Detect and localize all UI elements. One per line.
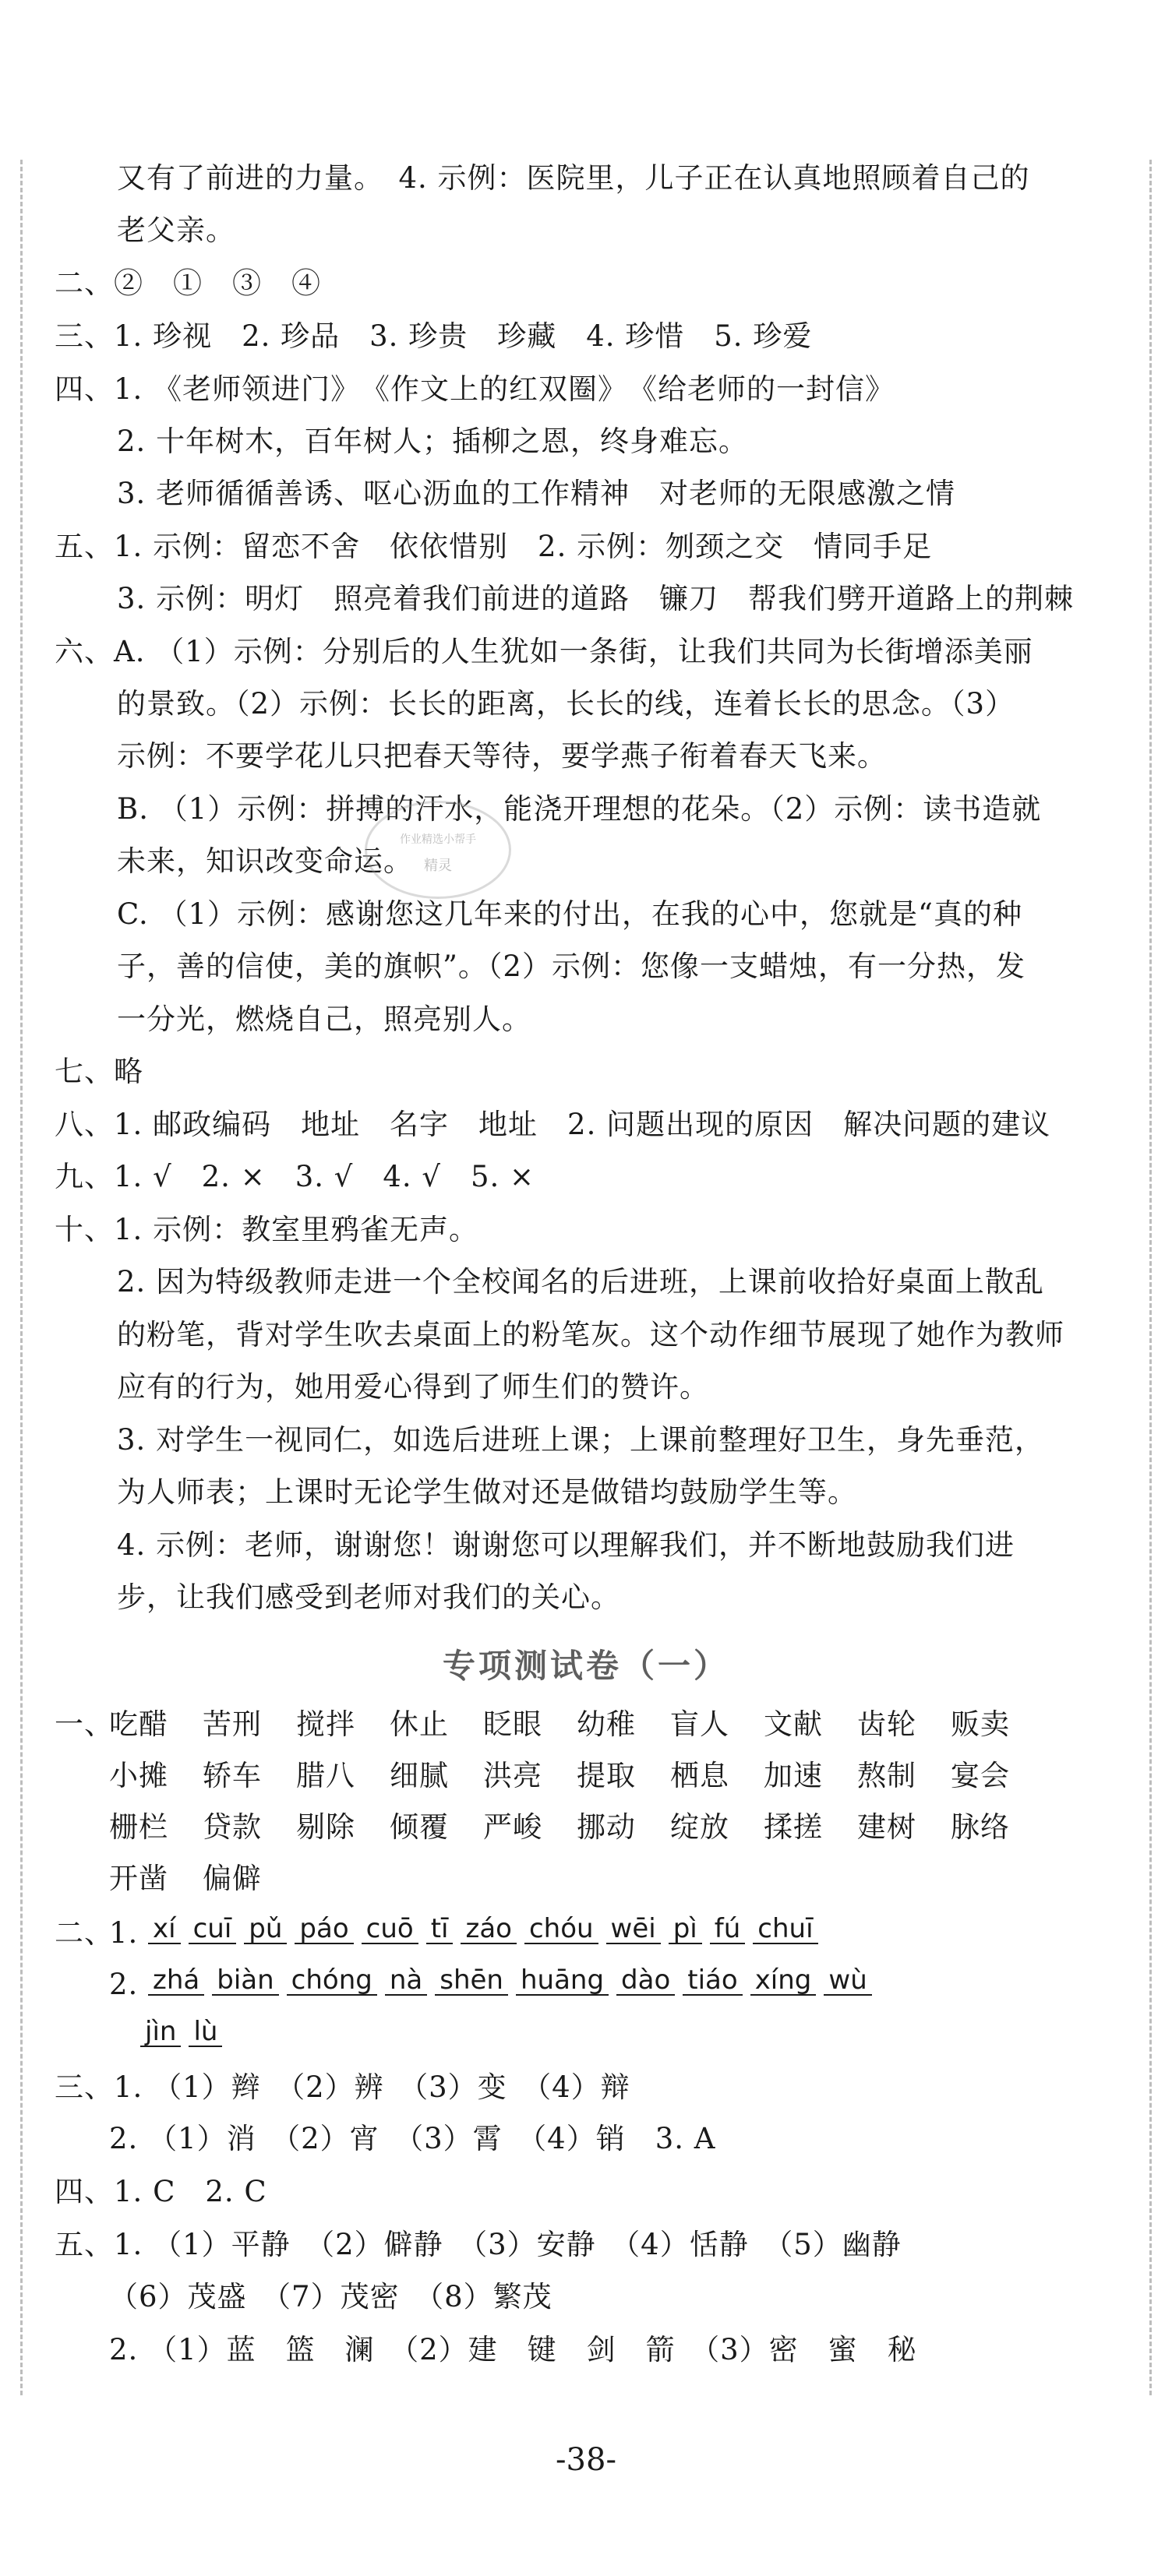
pinyin-row — [148, 1961, 880, 1999]
word-item: 小摊 — [109, 1759, 168, 1792]
pinyin-item: xíng — [750, 1961, 817, 1999]
pinyin-item: fú — [710, 1910, 746, 1947]
word-item: 幼稚 — [577, 1707, 636, 1741]
pinyin-item: záo — [461, 1910, 516, 1947]
answer-line: 示例：不要学花儿只把春天等待，要学燕子衔着春天飞来。 — [117, 739, 887, 773]
word-item: 建树 — [857, 1810, 916, 1844]
answer-line: 为人师表；上课时无论学生做对还是做错均鼓励学生等。 — [117, 1475, 857, 1509]
watermark-stamp — [365, 801, 511, 899]
word-item: 倾覆 — [390, 1810, 449, 1844]
word-item: 挪动 — [577, 1810, 636, 1844]
word-item: 偏僻 — [203, 1862, 262, 1895]
word-item: 提取 — [577, 1759, 636, 1792]
answer-line: C. （1）示例：感谢您这几年来的付出，在我的心中，您就是“真的种 — [117, 897, 1022, 931]
answer-line: 四、1. 《老师领进门》 《作文上的红双圈》 《给老师的一封信》 — [55, 372, 895, 406]
pinyin-item: cuī — [189, 1910, 237, 1947]
answer-line: 老父亲。 — [117, 213, 235, 247]
answer-line: 3. 对学生一视同仁，如选后进班上课；上课前整理好卫生，身先垂范， — [117, 1423, 1045, 1457]
answer-line: 六、A. （1）示例：分别后的人生犹如一条街，让我们共同为长街增添美丽 — [55, 635, 1033, 668]
right-binding-line — [1149, 160, 1152, 2395]
word-item: 文献 — [764, 1707, 823, 1741]
word-item: 腊八 — [296, 1759, 355, 1792]
word-item: 吃醋 — [109, 1707, 168, 1741]
answer-line: 四、1. C 2. C — [55, 2175, 267, 2208]
pinyin-item: biàn — [212, 1961, 278, 1999]
word-item: 加速 — [764, 1759, 823, 1792]
pinyin-row — [140, 2013, 230, 2050]
pinyin-item: huāng — [516, 1961, 609, 1999]
answer-line: 三、1. 珍视 2. 珍品 3. 珍贵 珍藏 4. 珍惜 5. 珍爱 — [55, 319, 813, 353]
answer-line: 2. （1）蓝 篮 澜 （2）建 键 剑 箭 （3）密 蜜 秘 — [109, 2333, 917, 2366]
word-item: 细腻 — [390, 1759, 449, 1792]
pinyin-q2-number: 2. — [109, 1968, 139, 2001]
answer-line: 的景致。（2）示例：长长的距离，长长的线，连着长长的思念。（3） — [117, 687, 1015, 721]
answer-line: 2. 十年树木，百年树人；插柳之恩，终身难忘。 — [117, 425, 749, 458]
answer-line: 4. 示例：老师，谢谢您！谢谢您可以理解我们，并不断地鼓励我们进 — [117, 1528, 1015, 1562]
pinyin-q1-number: 1. — [109, 1916, 139, 1950]
word-item: 苦刑 — [203, 1707, 262, 1741]
pinyin-item: wù — [824, 1961, 871, 1999]
pinyin-item: tiáo — [683, 1961, 742, 1999]
word-item: 剔除 — [296, 1810, 355, 1844]
word-item: 贷款 — [203, 1810, 262, 1844]
answer-line: B. （1）示例：拼搏的汗水，能浇开理想的花朵。（2）示例：读书造就 — [117, 792, 1042, 826]
answer-line: 八、1. 邮政编码 地址 名字 地址 2. 问题出现的原因 解决问题的建议 — [55, 1108, 1051, 1141]
word-item: 严峻 — [483, 1810, 542, 1844]
word-item: 栅栏 — [109, 1810, 168, 1844]
pinyin-row — [148, 1910, 826, 1947]
answer-line: 七、略 — [55, 1055, 143, 1088]
pinyin-item: chóu — [524, 1910, 598, 1947]
answer-line: 五、1. 示例：留恋不舍 依依惜别 2. 示例：刎颈之交 情同手足 — [55, 530, 933, 563]
word-row — [109, 1809, 1044, 1846]
word-item: 洪亮 — [483, 1759, 542, 1792]
word-item: 揉搓 — [764, 1810, 823, 1844]
word-item: 贩卖 — [951, 1707, 1010, 1741]
word-item: 栖息 — [670, 1759, 729, 1792]
answer-line: 二、② ① ③ ④ — [55, 266, 321, 300]
pinyin-item: chóng — [287, 1961, 377, 1999]
word-item: 宴会 — [951, 1759, 1010, 1792]
pinyin-item: lù — [189, 2013, 222, 2050]
answer-line: 九、1. √ 2. × 3. √ 4. √ 5. × — [55, 1160, 535, 1193]
word-item: 开凿 — [109, 1862, 168, 1895]
pinyin-label: 二、 — [55, 1916, 114, 1950]
word-item: 搅拌 — [296, 1707, 355, 1741]
word-item: 轿车 — [203, 1759, 262, 1792]
answer-line: 2. 因为特级教师走进一个全校闻名的后进班，上课前收拾好桌面上散乱 — [117, 1265, 1045, 1299]
answer-line: 五、1. （1）平静 （2）僻静 （3）安静 （4）恬静 （5）幽静 — [55, 2228, 902, 2261]
pinyin-item: dào — [616, 1961, 675, 1999]
answer-line: 应有的行为，她用爱心得到了师生们的赞许。 — [117, 1370, 709, 1404]
answer-line: 三、1. （1）辫 （2）辨 （3）变 （4）辩 — [55, 2070, 630, 2104]
answer-line: 十、1. 示例：教室里鸦雀无声。 — [55, 1213, 479, 1246]
pinyin-item: pǔ — [244, 1910, 287, 1947]
page-number: -38- — [556, 2442, 616, 2478]
pinyin-item: shēn — [435, 1961, 508, 1999]
section-title: 专项测试卷（一） — [442, 1647, 729, 1685]
word-item: 盲人 — [670, 1707, 729, 1741]
stamp-line2: 精灵 — [424, 858, 452, 874]
word-row — [109, 1706, 1044, 1743]
left-binding-line — [20, 160, 23, 2395]
pinyin-item: chuī — [753, 1910, 817, 1947]
answer-line: 子，善的信使，美的旗帜”。（2）示例：您像一支蜡烛，有一分热，发 — [117, 950, 1026, 983]
word-item: 休止 — [390, 1707, 449, 1741]
answer-line: 步，让我们感受到老师对我们的关心。 — [117, 1580, 620, 1614]
answer-line: 未来，知识改变命运。 — [117, 844, 413, 878]
word-item: 脉络 — [951, 1810, 1010, 1844]
pinyin-item: zhá — [148, 1961, 204, 1999]
word-item: 眨眼 — [483, 1707, 542, 1741]
answer-line: 2. （1）消 （2）宵 （3）霄 （4）销 3. A — [109, 2122, 716, 2155]
word-row — [109, 1860, 296, 1898]
answer-line: 一分光，燃烧自己，照亮别人。 — [117, 1003, 531, 1036]
pinyin-item: páo — [295, 1910, 353, 1947]
pinyin-item: wēi — [606, 1910, 661, 1947]
pinyin-item: jìn — [140, 2013, 181, 2050]
stamp-line1: 作业精选小帮手 — [400, 833, 476, 846]
pinyin-item: cuō — [362, 1910, 418, 1947]
word-item: 齿轮 — [857, 1707, 916, 1741]
pinyin-item: nà — [385, 1961, 427, 1999]
pinyin-item: tī — [426, 1910, 454, 1947]
answer-line: 的粉笔，背对学生吹去桌面上的粉笔灰。这个动作细节展现了她作为教师 — [117, 1318, 1064, 1351]
word-item: 绽放 — [670, 1810, 729, 1844]
pinyin-item: pì — [669, 1910, 702, 1947]
pinyin-item: xí — [148, 1910, 181, 1947]
words-label: 一、 — [55, 1707, 114, 1741]
answer-line: （6）茂盛 （7）茂密 （8）繁茂 — [109, 2280, 552, 2313]
answer-line: 3. 老师循循善诱、呕心沥血的工作精神 对老师的无限感激之情 — [117, 477, 956, 510]
answer-line: 又有了前进的力量。 4. 示例：医院里，儿子正在认真地照顾着自己的 — [117, 161, 1030, 195]
word-item: 熬制 — [857, 1759, 916, 1792]
answer-line: 3. 示例：明灯 照亮着我们前进的道路 镰刀 帮我们劈开道路上的荆棘 — [117, 582, 1075, 615]
word-row — [109, 1757, 1044, 1795]
